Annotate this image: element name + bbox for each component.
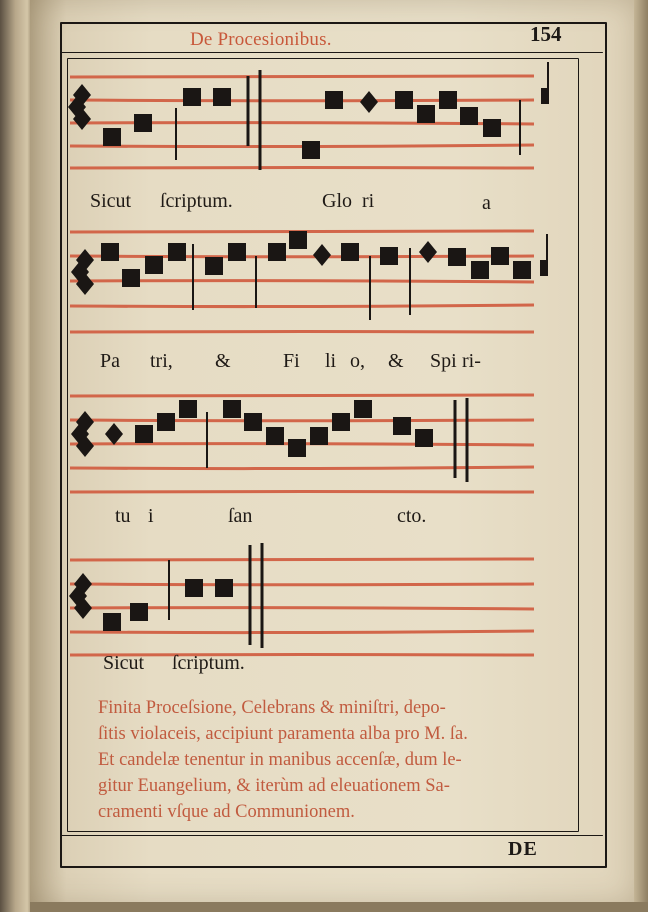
square-note	[332, 413, 350, 431]
square-note	[145, 256, 163, 274]
staff-line	[70, 395, 534, 396]
rubric-line: gitur Euangelium, & iterùm ad eleuationem Sa-	[98, 776, 450, 796]
staff-line	[70, 305, 534, 307]
square-note	[448, 248, 466, 266]
square-note	[205, 257, 223, 275]
square-note	[135, 425, 153, 443]
square-note	[354, 400, 372, 418]
catchword: DE	[508, 838, 538, 860]
square-note	[513, 261, 531, 279]
lyric-syllable: tu	[115, 505, 131, 527]
lyric-syllable: ri	[362, 190, 375, 212]
lyric-syllable: &	[388, 350, 404, 372]
square-note	[417, 105, 435, 123]
lyric-syllable: ri-	[462, 350, 481, 372]
rubric-line: Et candelæ tenentur in manibus accenſæ, dum le-	[98, 750, 462, 770]
diamond-note	[419, 241, 437, 263]
square-note	[395, 91, 413, 109]
square-note	[103, 128, 121, 146]
lyric-syllable: tri,	[150, 350, 173, 372]
square-note	[213, 88, 231, 106]
rubric-line: cramenti vſque ad Communionem.	[98, 802, 355, 822]
square-note	[266, 427, 284, 445]
square-note	[157, 413, 175, 431]
square-note	[325, 91, 343, 109]
square-note	[185, 579, 203, 597]
square-note	[310, 427, 328, 445]
square-note	[460, 107, 478, 125]
rubric-line: ſitis violaceis, accipiunt paramenta alba pro M. ſa.	[98, 724, 468, 744]
square-note	[134, 114, 152, 132]
lyric-syllable: o,	[350, 350, 365, 372]
staff-line	[70, 332, 534, 333]
square-note	[415, 429, 433, 447]
square-note	[341, 243, 359, 261]
staff-line	[70, 559, 534, 560]
lyric-syllable: Pa	[100, 350, 120, 372]
square-note	[122, 269, 140, 287]
lyric-syllable: Sicut	[90, 190, 132, 212]
staff-line	[70, 467, 534, 469]
square-note	[101, 243, 119, 261]
lyric-syllable: Glo	[322, 190, 352, 212]
diamond-note	[105, 423, 123, 445]
square-note	[288, 439, 306, 457]
lyric-syllable: Fi	[283, 350, 300, 372]
square-note	[244, 413, 262, 431]
square-note	[268, 243, 286, 261]
staff-line	[70, 100, 534, 101]
rubric-line: Finita Proceſsione, Celebrans & miniſtri, depo-	[98, 698, 446, 718]
square-note	[215, 579, 233, 597]
rubric-instruction	[98, 695, 570, 825]
lyric-syllable: cto.	[397, 505, 427, 527]
square-note	[289, 231, 307, 249]
staff-line	[70, 168, 534, 169]
lyric-syllable: ſcriptum.	[172, 652, 245, 674]
staff-line	[70, 631, 534, 633]
square-note	[491, 247, 509, 265]
staff-line	[70, 584, 534, 585]
lyric-syllable: &	[215, 350, 231, 372]
square-note	[179, 400, 197, 418]
square-note	[168, 243, 186, 261]
square-note	[393, 417, 411, 435]
square-note	[223, 400, 241, 418]
running-head: De Procesionibus.	[190, 29, 332, 50]
square-note	[228, 243, 246, 261]
square-note	[130, 603, 148, 621]
square-note	[380, 247, 398, 265]
square-note	[483, 119, 501, 137]
square-note	[471, 261, 489, 279]
lyric-syllable: Spi	[430, 350, 457, 372]
square-note	[439, 91, 457, 109]
diamond-note	[360, 91, 378, 113]
lyric-syllable: ſcriptum.	[160, 190, 233, 212]
square-note	[103, 613, 121, 631]
lyric-syllable: li	[325, 350, 337, 372]
staff-line	[70, 420, 534, 421]
square-note	[302, 141, 320, 159]
page-number: 154	[530, 22, 562, 46]
lyric-syllable: i	[148, 505, 154, 527]
lyric-syllable: a	[482, 192, 491, 214]
staff-line	[70, 492, 534, 493]
lyric-syllable: Sicut	[103, 652, 145, 674]
diamond-note	[313, 244, 331, 266]
square-note	[183, 88, 201, 106]
staff-line	[70, 76, 534, 77]
lyric-syllable: ſan	[228, 505, 253, 527]
